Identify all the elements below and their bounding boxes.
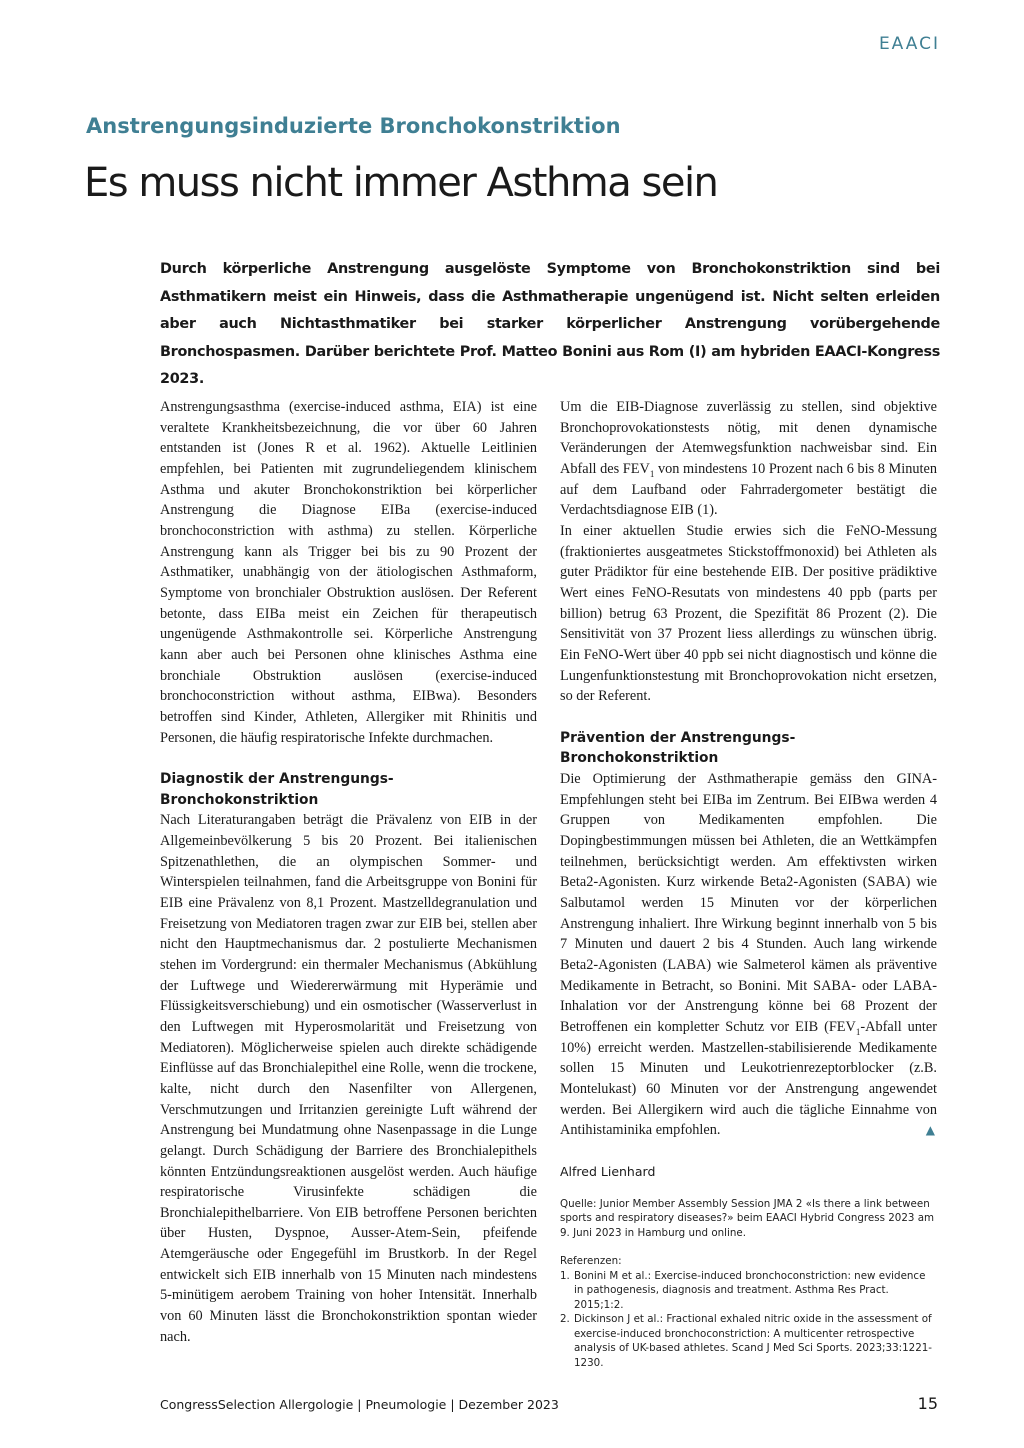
feno-paragraph: In einer aktuellen Studie erwies sich die FeNO-Messung (fraktioniertes ausgeatmetes Stickstoffmonoxid) bei Athleten als guter Prädiktor für eine bestehende EIB. Der positive prädiktive Wert eines FeNO-Resutats von mindestens 40 ppb (parts per billion) betrug 63 Prozent, die Spezifität 86 Prozent (2). Die Sensitivität von 37 Prozent liess allerdings zu wünschen übrig. Ein FeNO-Wert über 40 ppb sei nicht diagnostisch und könne die Lungenfunktionstestung mit Bronchoprovokation nicht ersetzen, so der Referent. bbox=[560, 522, 937, 705]
end-of-article-triangle-icon: ▲ bbox=[925, 1123, 935, 1138]
right-column bbox=[560, 397, 937, 1370]
page-number: 15 bbox=[917, 1394, 938, 1413]
footer-publication: CongressSelection Allergologie | Pneumologie | Dezember 2023 bbox=[160, 1397, 559, 1412]
article-title: Es muss nicht immer Asthma sein bbox=[84, 160, 718, 206]
references-list bbox=[560, 1269, 937, 1371]
diagnosis-text-part1: Um die EIB-Diagnose zuverlässig zu stellen, sind objektive Bronchoprovokationstests nötig, mit denen dynamische Veränderungen der Atemwegsfunktion nachweisbar sind. Ein Abfall des FEV bbox=[560, 399, 937, 477]
author-name: Alfred Lienhard bbox=[560, 1163, 656, 1179]
fev-subscript: 1 bbox=[649, 468, 655, 479]
fev-subscript: 1 bbox=[855, 1026, 861, 1037]
references-heading: Referenzen: bbox=[560, 1255, 622, 1267]
left-column bbox=[160, 397, 537, 1347]
intro-paragraph: Anstrengungsasthma (exercise-induced asthma, EIA) ist eine veraltete Krankheitsbezeichnung, die vor über 60 Jahren entstanden ist (Jones R et al. 1962). Aktuelle Leitlinien empfehlen, bei Patienten mit zugrundeliegendem klinischem Asthma und akuter Bronchokonstriktion bei körperlicher Anstrengung die Diagnose EIBa (exercise-induced bronchoconstriction with asthma) zu stellen. Körperliche Anstrengung kann als Trigger bei bis zu 90 Prozent der Asthmatiker, unabhängig von der ätiologischen Asthmaform, Symptome von bronchialer Obstruktion auslösen. Der Referent betonte, dass EIBa meist ein Zeichen für therapeutisch ungenügende Asthmakontrolle sei. Körperliche Anstrengung kann aber auch bei Personen ohne klinisches Asthma eine bronchiale Obstruktion auslösen (exercise-induced bronchoconstriction without asthma, EIBwa). Besonders betroffen sind Kinder, Athleten, Allergiker mit Rhinitis und Personen, die häufig respiratorische Infekte durchmachen. bbox=[160, 399, 537, 746]
reference-item bbox=[560, 1312, 937, 1370]
praevention-paragraph bbox=[560, 769, 937, 1141]
reference-number: 2. bbox=[560, 1313, 570, 1325]
reference-text: Bonini M et al.: Exercise-induced bronchoconstriction: new evidence in pathogenesis, diagnosis and treatment. Asthma Res Pract. 2015;1:2. bbox=[574, 1269, 926, 1311]
article-kicker: Anstrengungsinduzierte Bronchokonstriktion bbox=[86, 114, 621, 138]
diagnostik-paragraph: Nach Literaturangaben beträgt die Prävalenz von EIB in der Allgemeinbevölkerung 5 bis 20 Prozent. Bei italienischen Spitzenathlethen, die an olympischen Sommer- und Winterspielen teilnahmen, fand die Arbeitsgruppe von Bonini für EIB eine Prävalenz von 8,1 Prozent. Mastzelldegranulation und Freisetzung von Mediatoren tragen zwar zur EIB bei, stellen aber nicht den Hauptmechanismus dar. 2 postulierte Mechanismen stehen im Vordergrund: ein thermaler Mechanismus (Abkühlung der Luftwege und Wiedererwärmung mit Hyperämie und Flüssigkeitsverschiebung) und ein osmotischer (Wasserverlust in den Luftwegen mit Hyperosmolarität und Freisetzung von Mediatoren). Möglicherweise spielen auch direkte schädigende Einflüsse auf das Bronchialepithel eine Rolle, wenn die trockene, kalte, nicht durch den Nasenfilter von Allergenen, Verschmutzungen und Irritanzien gereinigte Luft während der Anstrengung bei Mundatmung ohne Nasenpassage in die Lunge gelangt. Durch Schädigung der Barriere des Bronchialepithels könnten Entzündungsreaktionen ausgelöst werden. Auch häufige respiratorische Virusinfekte schädigen die Bronchialepithelbarriere. Von EIB betroffene Personen berichten über Husten, Dyspnoe, Ausser-Atem-Sein, pfeifende Atemgeräusche oder Engegefühl im Brustkorb. In der Regel entwickelt sich EIB innerhalb von 15 Minuten nach mindestens 5-minütigem aerobem Training von hoher Intensität. Innerhalb von 60 Minuten lässt die Bronchokonstriktion spontan wieder nach. bbox=[160, 812, 537, 1345]
reference-item bbox=[560, 1269, 937, 1313]
reference-number: 1. bbox=[560, 1269, 570, 1282]
publication-tag: EAACI bbox=[878, 34, 940, 54]
reference-text: Dickinson J et al.: Fractional exhaled nitric oxide in the assessment of exercise-induced bronchoconstriction: A multicenter retrospective analysis of UK-based athletes. Scand J Med Sci Sports. 2023;33:1221-1230. bbox=[574, 1313, 933, 1369]
source-note: Quelle: Junior Member Assembly Session JMA 2 «Is there a link between sports and respiratory diseases?» beim EAACI Hybrid Congress 2023 am 9. Juni 2023 in Hamburg und online. bbox=[560, 1197, 935, 1239]
diagnosis-paragraph bbox=[560, 397, 937, 521]
article-lead: Durch körperliche Anstrengung ausgelöste Symptome von Bronchokonstriktion sind bei Asthmatikern meist ein Hinweis, dass die Asthmatherapie ungenügend ist. Nicht selten erleiden aber auch Nichtasthmatiker bei starker körperlicher Anstrengung vorübergehende Bronchospasmen. Darüber berichtete Prof. Matteo Bonini aus Rom (I) am hybriden EAACI-Kongress 2023. bbox=[160, 261, 940, 388]
section-heading-diagnostik: Diagnostik der Anstrengungs-Bronchokonstriktion bbox=[160, 771, 394, 808]
praevention-text-part2: -Abfall unter 10%) erreicht werden. Mastzellen-stabilisierende Medikamente sollen 15 Minuten und Leukotrienrezeptorblocker (z.B. Montelukast) 60 Minuten vor der Anstrengung angewendet werden. Bei Allergikern wird auch die tägliche Einnahme von Antihistaminika empfohlen. bbox=[560, 1018, 937, 1139]
section-heading-praevention: Prävention der Anstrengungs-Bronchokonstriktion bbox=[560, 729, 796, 767]
praevention-text-part1: Die Optimierung der Asthmatherapie gemäss den GINA-Empfehlungen steht bei EIBa im Zentrum. Bei EIBwa werden 4 Gruppen von Medikamenten empfohlen. Die Dopingbestimmungen müssen bei Athleten, die an Wettkämpfen teilnehmen, berücksichtigt werden. Am effektivsten wirken Beta2-Agonisten. Kurz wirkende Beta2-Agonisten (SABA) wie Salbutamol werden 15 Minuten vor der körperlichen Anstrengung inhaliert. Ihre Wirkung beginnt innerhalb von 5 bis 7 Minuten und dauert 2 bis 4 Stunden. Auch lang wirkende Beta2-Agonisten (LABA) wie Salmeterol kämen als präventive Medikamente in Betracht, so Bonini. Mit SABA- oder LABA-Inhalation vor der Anstrengung könne bei 68 Prozent der Betroffenen ein kompletter Schutz vor EIB (FEV bbox=[560, 771, 937, 1035]
diagnosis-text-part2: von mindestens 10 Prozent nach 6 bis 8 Minuten auf dem Laufband oder Fahrradergometer bestätigt die Verdachtsdiagnose EIB (1). bbox=[560, 460, 937, 519]
